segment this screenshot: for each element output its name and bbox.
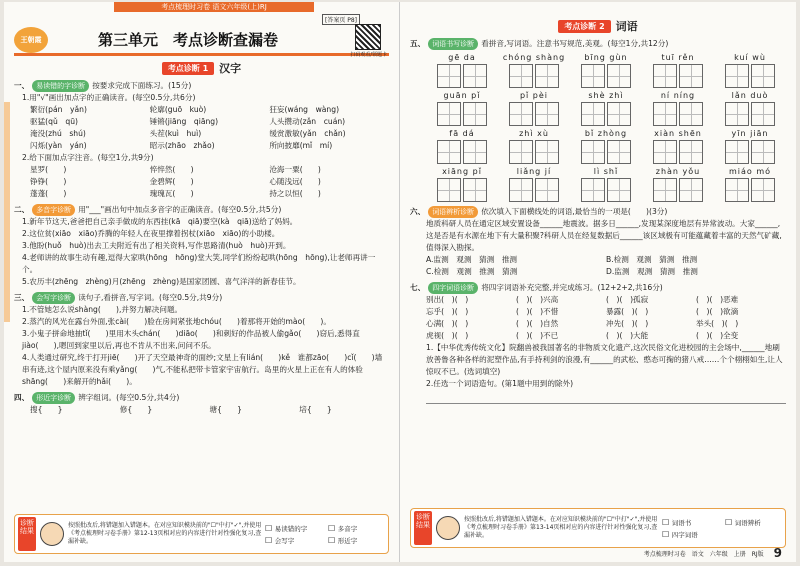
tian-grid-box[interactable] bbox=[751, 140, 775, 164]
right-page bbox=[400, 2, 796, 562]
choice-item[interactable]: 锤锵(jiāng qiāng) bbox=[149, 117, 219, 126]
tian-grid-box[interactable] bbox=[463, 102, 487, 126]
blank-item[interactable]: 培{ } bbox=[299, 405, 332, 414]
writing-boxes[interactable] bbox=[642, 102, 714, 126]
sentence-line[interactable]: 4.老师讲的故事生动有趣,逗得大家哄(hōng hōng)堂大笑,同学们纷纷起哄(hōng hōng),让老师再讲一个。 bbox=[22, 253, 376, 274]
writing-boxes[interactable] bbox=[642, 64, 714, 88]
writing-boxes[interactable] bbox=[426, 140, 498, 164]
question-number: 六、 bbox=[410, 207, 426, 216]
result-checklist bbox=[662, 518, 782, 539]
footer-text: 考点梳理时习卷 语文 六年级 上册 RJ版 bbox=[643, 550, 764, 558]
pinyin-cell bbox=[642, 128, 714, 164]
writing-boxes[interactable] bbox=[570, 140, 642, 164]
question-text: 将四字词语补充完整,并完成练习。(12+2+2,共16分) bbox=[481, 283, 663, 292]
writing-boxes[interactable] bbox=[714, 178, 786, 202]
pinyin-cell bbox=[642, 52, 714, 88]
pinyin-label: fā dá bbox=[449, 129, 475, 138]
question-number: 五、 bbox=[410, 39, 426, 48]
tian-grid-box[interactable] bbox=[437, 178, 461, 202]
pinyin-cell bbox=[498, 166, 570, 202]
fill-in-passage[interactable]: 1.【中华优秀传统文化】院翻兽被我国著名的非物质文化遗产,这次民俗文化进校园的主会场中,______地刷放善鲁各种各样的泥塑作品,有手持利剑的浪漫,有______的武松、憨态可掬的猪八戒……个个栩栩如生,让人惊叹不已。(选词填空) bbox=[426, 343, 783, 376]
pinyin-label: liǎng jí bbox=[516, 167, 552, 176]
writing-boxes[interactable] bbox=[714, 64, 786, 88]
question-tag: 形近字诊断 bbox=[32, 392, 75, 404]
tian-grid-box[interactable] bbox=[751, 178, 775, 202]
tian-grid-box[interactable] bbox=[535, 102, 559, 126]
qr-code-icon[interactable] bbox=[355, 24, 381, 50]
writing-boxes[interactable] bbox=[498, 140, 570, 164]
tian-grid-box[interactable] bbox=[437, 140, 461, 164]
writing-boxes[interactable] bbox=[498, 102, 570, 126]
tian-grid-box[interactable] bbox=[535, 140, 559, 164]
tian-grid-box[interactable] bbox=[463, 64, 487, 88]
question-text: 依次填入下面横线处的词语,最恰当的一项是( )(3分) bbox=[481, 207, 668, 216]
pinyin-cell bbox=[714, 128, 786, 164]
pinyin-cell bbox=[570, 166, 642, 202]
blank-item[interactable]: 沧海一粟( ) bbox=[269, 165, 321, 174]
question-5 bbox=[410, 38, 786, 202]
idiom-blank[interactable]: ( )( )欲滴 bbox=[696, 307, 739, 316]
idiom-blank[interactable]: 忘乎( )( ) bbox=[426, 307, 469, 316]
tian-grid-box[interactable] bbox=[751, 102, 775, 126]
pinyin-label: gē da bbox=[448, 53, 476, 62]
page-title: 第三单元 考点诊断查漏卷 bbox=[98, 31, 279, 49]
pinyin-label: pǐ pèi bbox=[519, 91, 549, 100]
blank-item[interactable]: 金碧辉( ) bbox=[149, 177, 194, 186]
blank-item[interactable]: 修{ } bbox=[119, 405, 153, 414]
top-banner: 考点梳理时习卷 语文六年级(上)RJ bbox=[114, 2, 314, 12]
pinyin-label: yīn jiān bbox=[731, 129, 769, 138]
unit-title-bar bbox=[14, 26, 389, 56]
qr-caption: 扫码观看/领题卡 bbox=[350, 52, 387, 58]
pinyin-cell bbox=[714, 166, 786, 202]
tian-grid-box[interactable] bbox=[535, 64, 559, 88]
pinyin-label: tuī rěn bbox=[661, 53, 695, 62]
question-text: 辨字组词。(每空0.5分,共4分) bbox=[78, 393, 180, 402]
blank-item[interactable]: 蓬蓬( ) bbox=[30, 189, 67, 198]
writing-boxes[interactable] bbox=[426, 178, 498, 202]
page-footer bbox=[644, 546, 782, 560]
diagnosis-tag: 考点诊断 2 bbox=[558, 20, 610, 33]
choice-item[interactable]: 所向披靡(mǐ mí) bbox=[269, 141, 333, 150]
question-text: 读句子,看拼音,写字词。(每空0.5分,共9分) bbox=[78, 293, 223, 302]
writing-boxes[interactable] bbox=[570, 64, 642, 88]
page-number: 9 bbox=[773, 546, 782, 560]
tian-grid-box[interactable] bbox=[725, 64, 749, 88]
idiom-blank[interactable]: ( )( )全变 bbox=[696, 331, 739, 340]
pinyin-label: lì shǐ bbox=[593, 167, 619, 176]
choice-item[interactable]: 人头攒动(zǎn cuán) bbox=[269, 117, 346, 126]
pinyin-cell bbox=[642, 166, 714, 202]
pinyin-label: zhàn yǒu bbox=[655, 167, 701, 176]
question-number: 七、 bbox=[410, 283, 426, 292]
brand-logo: 王朝霞 bbox=[14, 27, 48, 53]
choice-item[interactable]: 头茬(kuì huì) bbox=[149, 129, 202, 138]
word-group-blanks[interactable] bbox=[14, 404, 389, 416]
pinyin-label: xiāng pǐ bbox=[442, 167, 482, 176]
student-avatar-icon bbox=[40, 522, 64, 546]
writing-boxes[interactable] bbox=[498, 64, 570, 88]
blank-item[interactable]: 铮铮( ) bbox=[30, 177, 67, 186]
tian-grid-box[interactable] bbox=[509, 64, 533, 88]
idiom-blank[interactable]: ( )( )自然 bbox=[516, 319, 559, 328]
writing-boxes[interactable] bbox=[570, 102, 642, 126]
pinyin-cell bbox=[498, 52, 570, 88]
pinyin-cell bbox=[714, 90, 786, 126]
pinyin-cell bbox=[498, 90, 570, 126]
idiom-blank[interactable]: 冲先( )( ) bbox=[606, 319, 649, 328]
choice-item[interactable]: 狂妄(wáng wàng) bbox=[269, 105, 340, 114]
pinyin-label: kuí wù bbox=[734, 53, 766, 62]
question-7 bbox=[410, 282, 786, 404]
pinyin-cell bbox=[570, 128, 642, 164]
writing-boxes[interactable] bbox=[714, 102, 786, 126]
pinyin-label: bǐ zhòng bbox=[584, 129, 628, 138]
annotation-blanks[interactable] bbox=[14, 164, 389, 200]
option-list bbox=[410, 254, 786, 278]
diagnosis-result-box bbox=[14, 514, 389, 554]
tian-grid-box[interactable] bbox=[509, 140, 533, 164]
subquestion: 2.给下面加点字注音。(每空1分,共9分) bbox=[22, 153, 154, 162]
writing-boxes[interactable] bbox=[426, 64, 498, 88]
blank-item[interactable]: 瑰瑰瓦( ) bbox=[149, 189, 194, 198]
diagnosis-result-box bbox=[410, 508, 786, 548]
tian-grid-box[interactable] bbox=[509, 178, 533, 202]
tian-grid-box[interactable] bbox=[607, 140, 631, 164]
writing-boxes[interactable] bbox=[642, 178, 714, 202]
tian-grid-box[interactable] bbox=[725, 102, 749, 126]
idiom-blank[interactable]: ( )( )兴高 bbox=[516, 295, 559, 304]
blank-item[interactable]: 塘{ } bbox=[209, 405, 242, 414]
question-1 bbox=[14, 80, 389, 200]
pinyin-label: bīng gùn bbox=[584, 53, 628, 62]
diagnosis-tag: 考点诊断 1 bbox=[162, 62, 214, 75]
question-number: 一、 bbox=[14, 81, 30, 90]
student-avatar-icon bbox=[436, 516, 460, 540]
tian-grid-box[interactable] bbox=[725, 140, 749, 164]
pinyin-label: guān pǐ bbox=[443, 91, 481, 100]
sentence-line[interactable]: 1.不管她怎么说shàng( ),并努力解决问题。 bbox=[22, 305, 183, 314]
option-item[interactable]: B.检测 观测 猜测 推测 bbox=[606, 255, 698, 264]
sentence-task: 2.任选一个词语造句。(第1题中用到的除外) bbox=[426, 379, 574, 388]
tian-grid-box[interactable] bbox=[653, 64, 677, 88]
idiom-blank[interactable]: ( )( )孤寂 bbox=[606, 295, 649, 304]
tian-grid-box[interactable] bbox=[535, 178, 559, 202]
pinyin-cell bbox=[498, 128, 570, 164]
sentence-line[interactable]: 2.这位贫(xiāo xiāo)乔腾的年轻人在夜里撑着拐杖(xiāo xiāo)的小助楼。 bbox=[22, 229, 280, 238]
writing-boxes[interactable] bbox=[426, 102, 498, 126]
writing-boxes[interactable] bbox=[498, 178, 570, 202]
option-item[interactable]: D.监测 观测 猜测 推测 bbox=[606, 267, 698, 276]
diagnosis-name: 词语 bbox=[615, 20, 638, 33]
sentence-line[interactable]: 1.新年节这天,爸爸把自己亲手做成的东西挂(kā qiā)要空(kà qiā)送给了妈妈。 bbox=[22, 217, 298, 226]
writing-boxes[interactable] bbox=[642, 140, 714, 164]
idiom-blank[interactable]: 心满( )( ) bbox=[426, 319, 469, 328]
question-tag: 易读错的字诊断 bbox=[32, 80, 89, 92]
pinyin-cell bbox=[570, 90, 642, 126]
pinyin-cell bbox=[426, 52, 498, 88]
sentence-line[interactable]: 4.人类通过研究,终于打开jiē( )开了天空最神奇的面纱;文星上有lián( )kě 谁都zāo( )cǐ( )墙串有迹,这个屋内原来没有乘yǎng( )气,不能私把带卡管家宇宙航行。岛里的火星上正在有人的体验shāng( )来解开的hǎi( )。 bbox=[22, 353, 383, 386]
check-item[interactable]: ☐ 词语辨析 bbox=[725, 518, 782, 527]
question-number: 二、 bbox=[14, 205, 30, 214]
blank-item[interactable]: 悴悴然( ) bbox=[149, 165, 194, 174]
pinyin-cell bbox=[426, 166, 498, 202]
idiom-blank[interactable]: 暴露( )( ) bbox=[606, 307, 649, 316]
idiom-grid bbox=[410, 294, 786, 342]
choice-item[interactable]: 缓赏激敏(yǎn chǎn) bbox=[269, 129, 346, 138]
tian-grid-box[interactable] bbox=[653, 178, 677, 202]
check-item[interactable]: ☐ 四字词语 bbox=[662, 530, 719, 539]
diagnosis-2-header bbox=[410, 18, 786, 34]
pinyin-label: shè zhì bbox=[588, 91, 624, 100]
question-tag: 词语辨析诊断 bbox=[428, 206, 478, 218]
check-item[interactable]: ☐ 会写字 bbox=[265, 536, 322, 545]
option-item[interactable]: A.监测 观测 猜测 推测 bbox=[426, 255, 518, 264]
tian-grid-box[interactable] bbox=[653, 140, 677, 164]
blank-item[interactable]: 持之以恒( ) bbox=[269, 189, 321, 198]
binding-strip bbox=[4, 102, 10, 322]
diagnosis-name: 汉字 bbox=[219, 62, 242, 75]
reading-choices[interactable] bbox=[14, 104, 389, 152]
result-instructions: 按照批改后,将错题加入错题本。在对应知识模块前的"☐"中打"✓",并使用《考点梳理时习卷手册》第13-14页相对应的内容进行针对性强化复习,查漏补缺。 bbox=[464, 516, 658, 539]
tian-grid-box[interactable] bbox=[463, 178, 487, 202]
pinyin-cell bbox=[426, 128, 498, 164]
sentence-line[interactable]: 2.蒸汽的风光在露台外面,张cài( )脸在房间紧张地chóu( )着那将开始的mào( )。 bbox=[22, 317, 331, 326]
tian-grid-box[interactable] bbox=[437, 64, 461, 88]
question-number: 四、 bbox=[14, 393, 30, 402]
blank-item[interactable]: 心随浅远( ) bbox=[269, 177, 321, 186]
question-number: 三、 bbox=[14, 293, 30, 302]
idiom-blank[interactable]: 别出( )( ) bbox=[426, 295, 469, 304]
tian-grid-box[interactable] bbox=[679, 64, 703, 88]
sentence-line[interactable]: 5.农历丰(zhēng zhèng)月(zhēng zhèng)是国家团圆、喜气洋洋的新春佳节。 bbox=[22, 277, 301, 286]
passage-text: 地质科研人员在通定区域安置设备______地震波。据多日______,发现某深度地层有异常波动。大家______,这是否是有水源在地下有大量积聚?科研人员在经复数据后______该区域极有可能蕴藏着丰富的天然气矿藏,值得深入勘探。 bbox=[426, 219, 782, 252]
check-item[interactable]: ☐ 易读错的字 bbox=[265, 524, 322, 533]
tian-grid-box[interactable] bbox=[679, 140, 703, 164]
tian-grid-box[interactable] bbox=[581, 140, 605, 164]
sentence-line[interactable]: 3.他盼(huǒ huò)出去工夫附近有出了相关资料,写作思路清(huò huò)开到。 bbox=[22, 241, 291, 250]
tian-grid-box[interactable] bbox=[509, 102, 533, 126]
answer-page-tag: [答案页 P8] bbox=[322, 14, 360, 25]
writing-boxes[interactable] bbox=[570, 178, 642, 202]
tian-grid-box[interactable] bbox=[581, 64, 605, 88]
tian-grid-box[interactable] bbox=[607, 102, 631, 126]
tian-grid-box[interactable] bbox=[463, 140, 487, 164]
question-4 bbox=[14, 392, 389, 416]
tian-grid-box[interactable] bbox=[751, 64, 775, 88]
check-item[interactable]: ☐ 多音字 bbox=[328, 524, 385, 533]
idiom-blank[interactable]: ( )( )恶难 bbox=[696, 295, 739, 304]
question-text: 看拼音,写词语。注意书写规范,美观。(每空1分,共12分) bbox=[481, 39, 669, 48]
writing-boxes[interactable] bbox=[714, 140, 786, 164]
blank-item[interactable]: 搜{ } bbox=[30, 405, 63, 414]
blank-item[interactable]: 星罗( ) bbox=[30, 165, 67, 174]
pinyin-label: zhì xù bbox=[519, 129, 549, 138]
tian-grid-box[interactable] bbox=[679, 102, 703, 126]
tian-grid-box[interactable] bbox=[653, 102, 677, 126]
pinyin-cell bbox=[426, 90, 498, 126]
question-tag: 多音字诊断 bbox=[32, 204, 75, 216]
pinyin-label: lǎn duò bbox=[731, 91, 769, 100]
choice-item[interactable]: 昭示(zhāo zhǎo) bbox=[149, 141, 215, 150]
choice-item[interactable]: 驱猛(qǔ qū) bbox=[30, 117, 78, 126]
idiom-blank[interactable]: 举头( )( ) bbox=[696, 319, 739, 328]
tian-grid-box[interactable] bbox=[607, 64, 631, 88]
pinyin-cell bbox=[642, 90, 714, 126]
answer-line[interactable] bbox=[426, 396, 786, 404]
tian-grid-box[interactable] bbox=[581, 102, 605, 126]
choice-item[interactable]: 繁衍(pán yǎn) bbox=[30, 105, 87, 114]
subquestion: 1.用"√"画出加点字的正确读音。(每空0.5分,共6分) bbox=[22, 93, 196, 102]
result-label: 诊断结果 bbox=[18, 517, 36, 551]
question-text: 用"___"画出句中加点多音字的正确读音。(每空0.5分,共5分) bbox=[78, 205, 282, 214]
diagnosis-1-header bbox=[14, 60, 389, 76]
pinyin-cell bbox=[570, 52, 642, 88]
question-tag: 四字词语诊断 bbox=[428, 282, 478, 294]
tian-grid-box[interactable] bbox=[581, 178, 605, 202]
question-tag: 词语书写诊断 bbox=[428, 38, 478, 50]
question-tag: 会写字诊断 bbox=[32, 292, 75, 304]
question-6 bbox=[410, 206, 786, 278]
idiom-blank[interactable]: 虎视( )( ) bbox=[426, 331, 469, 340]
result-checklist bbox=[265, 524, 385, 545]
idiom-blank[interactable]: ( )( )大能 bbox=[606, 331, 649, 340]
question-3 bbox=[14, 292, 389, 388]
result-label: 诊断结果 bbox=[414, 511, 432, 545]
choice-item[interactable]: 闪烁(yàn yán) bbox=[30, 141, 87, 150]
pinyin-label: xiàn shēn bbox=[654, 129, 702, 138]
pinyin-label: chóng shàng bbox=[502, 53, 566, 62]
option-item[interactable]: C.检测 观测 推测 猜测 bbox=[426, 267, 518, 276]
check-item[interactable]: ☐ 形近字 bbox=[328, 536, 385, 545]
idiom-blank[interactable]: ( )( )不惜 bbox=[516, 307, 559, 316]
workbook-spread bbox=[4, 2, 796, 562]
result-instructions: 按照批改后,将错题加入错题本。在对应知识模块前的"☐"中打"✓",并使用《考点梳理时习卷手册》第12-13页相对应的内容进行针对性强化复习,查漏补缺。 bbox=[68, 522, 262, 545]
question-2 bbox=[14, 204, 389, 288]
tian-grid-box[interactable] bbox=[437, 102, 461, 126]
tian-grid-box[interactable] bbox=[679, 178, 703, 202]
tian-grid-box[interactable] bbox=[607, 178, 631, 202]
sentence-line[interactable]: 3.小鬼子拼命地抽tǐ( )里用木头chán( )diāo( )和刺好的作品被人偷gǎo( )窃后,悉得直jiào( ),嗯回到家里以后,再也不肯从不出来,问问不乐。 bbox=[22, 329, 360, 350]
left-page bbox=[4, 2, 400, 562]
question-text: 按要求完成下面练习。(15分) bbox=[92, 81, 192, 90]
pinyin-cell bbox=[714, 52, 786, 88]
pinyin-label: ní níng bbox=[660, 91, 696, 100]
idiom-blank[interactable]: ( )( )不已 bbox=[516, 331, 559, 340]
pinyin-label: miáo mó bbox=[728, 167, 772, 176]
tian-grid-box[interactable] bbox=[725, 178, 749, 202]
check-item[interactable]: ☐ 词语书 bbox=[662, 518, 719, 527]
choice-item[interactable]: 淹没(zhú shú) bbox=[30, 129, 86, 138]
pinyin-writing-grid bbox=[410, 52, 786, 202]
choice-item[interactable]: 轮廓(guō kuò) bbox=[149, 105, 207, 114]
